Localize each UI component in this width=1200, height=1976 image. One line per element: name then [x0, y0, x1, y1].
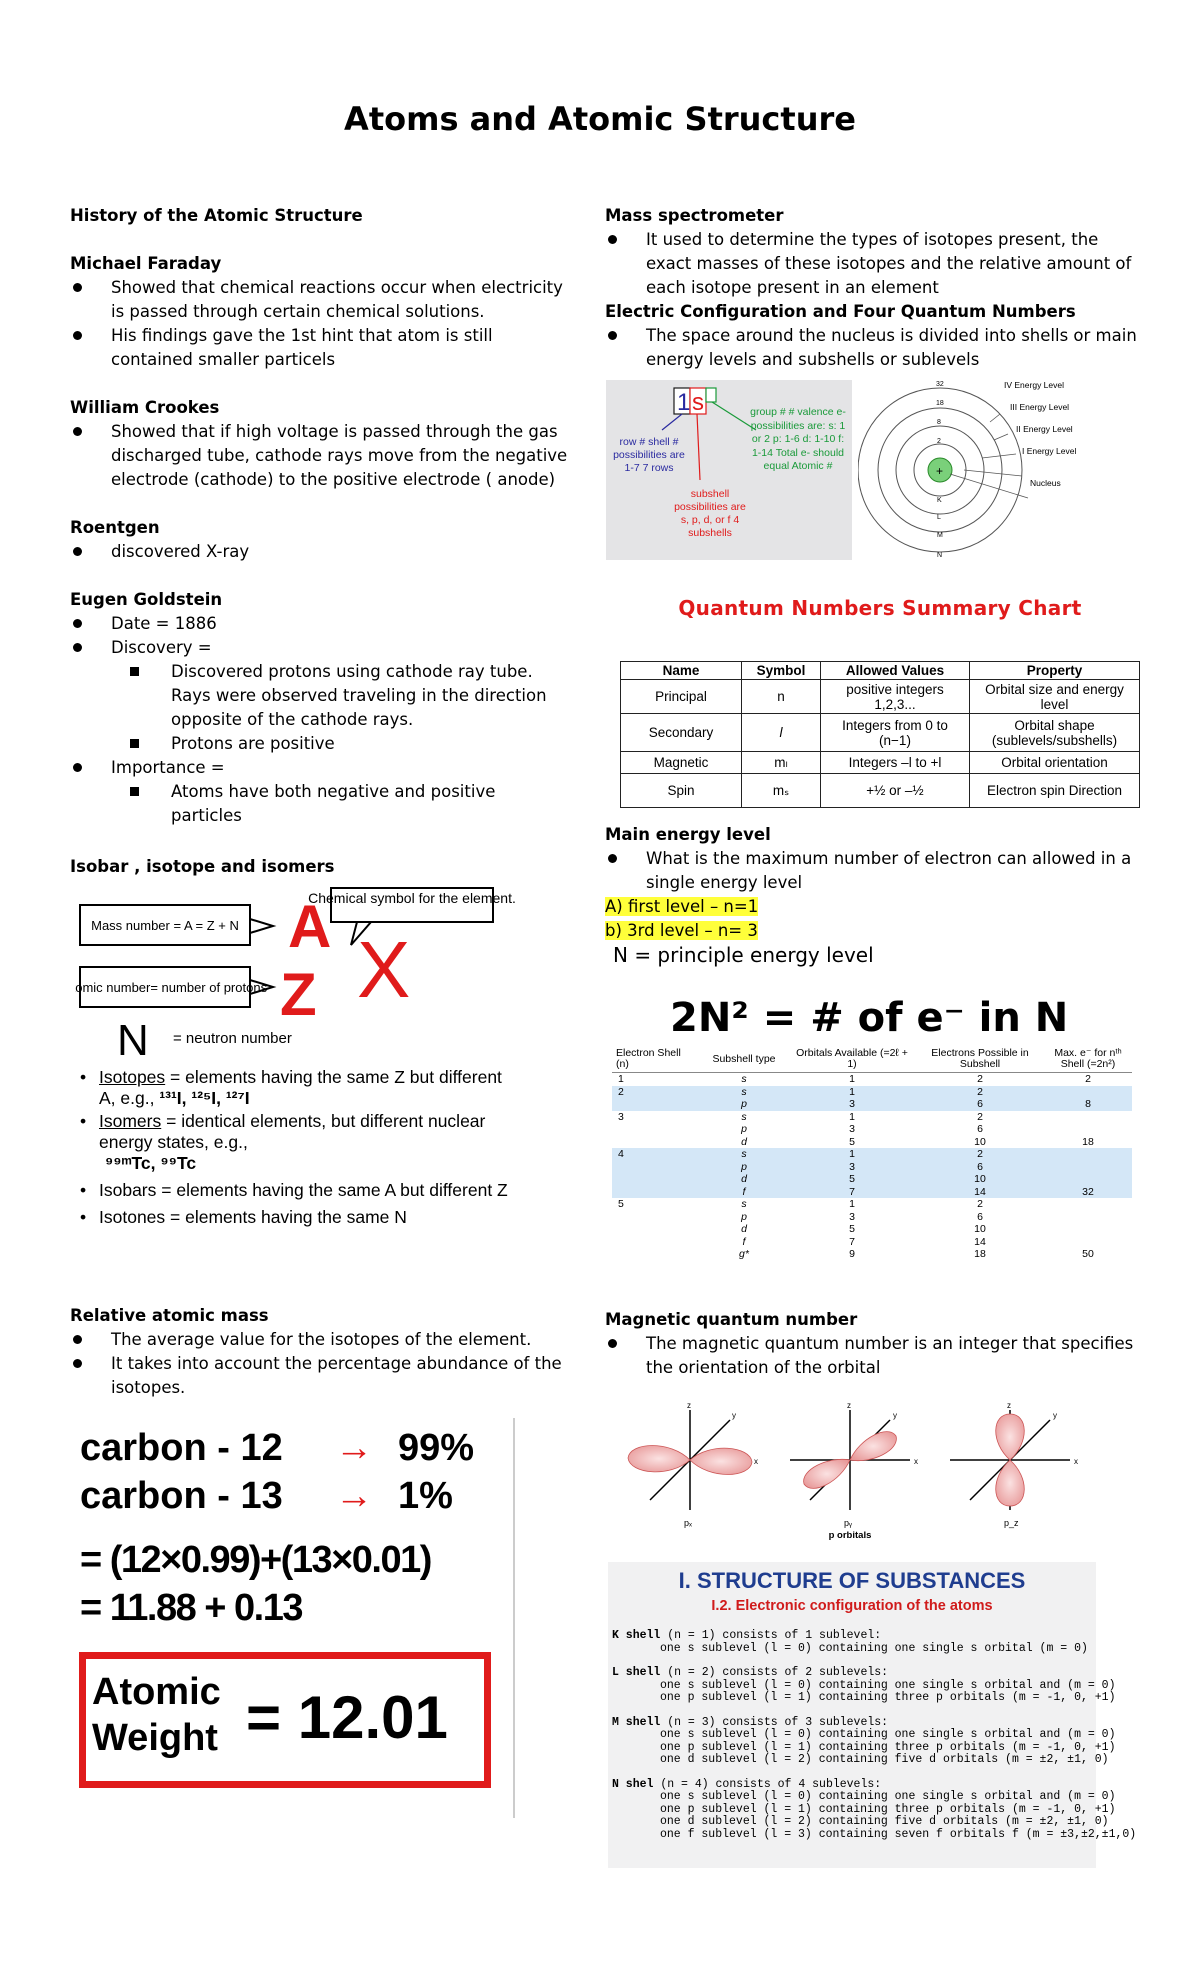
carbon-12-label: carbon - 12 [80, 1427, 283, 1469]
carbon-12-percent: 99% [398, 1427, 475, 1469]
magnetic-qn-section [605, 1308, 1145, 1380]
table-row [621, 752, 1140, 774]
carbon-isotopes [80, 1424, 475, 1520]
isotopes-definition: • Isotopes = elements having the same Z but different A, e.g., ¹³¹I, ¹²⁵I, ¹²⁷I [80, 1067, 502, 1108]
qn-table-wrap [620, 661, 1140, 808]
axis-label: x [754, 1457, 758, 1466]
shell-cell [612, 1098, 700, 1111]
structure-of-substances-figure [608, 1562, 1137, 1868]
mass-number-label: Mass number = A = Z + N [91, 918, 239, 933]
isotopes-term: Isotopes [99, 1067, 166, 1087]
axis-label: y [893, 1411, 897, 1420]
shell-cell [1044, 1161, 1132, 1174]
atomic-number-callout [75, 967, 273, 1007]
shell-cell [1044, 1198, 1132, 1211]
shell-cell: g* [739, 1248, 749, 1260]
electron-notation-figure [606, 380, 852, 560]
level-number: 18 [936, 400, 944, 407]
level-number: 2 [937, 438, 941, 445]
shell-letter: L [937, 514, 941, 521]
carbon-equation [80, 1536, 431, 1632]
shell-cell [612, 1161, 700, 1174]
table-row [612, 1161, 1132, 1174]
shell-cell [1044, 1236, 1132, 1249]
shell-cell: 18 [1082, 1135, 1094, 1148]
sublevel-line: one p sublevel (l = 1) containing three p orbitals (m = -1, 0, +1) [660, 1740, 1116, 1754]
shell-cell: 1 [788, 1148, 916, 1161]
shell-letter: M [937, 532, 943, 539]
isotones-definition: • Isotones = elements having the same N [80, 1207, 407, 1227]
sublevel-line: one f sublevel (l = 3) containing seven f orbitals f (m = ±3,±2,±1,0) [660, 1827, 1137, 1841]
shell-header: Orbitals Available (=2ℓ + 1) [788, 1046, 916, 1073]
shell-name: M shell [612, 1715, 661, 1729]
nuclide-definitions [75, 1067, 515, 1228]
shell-desc: (n = 3) consists of 3 sublevels: [660, 1715, 889, 1729]
qn-cell: Secondary [621, 714, 742, 752]
energy-level-label: I Energy Level [1022, 446, 1077, 456]
axis-label: x [1074, 1457, 1078, 1466]
crookes-list [70, 420, 570, 492]
shell-cell [1044, 1123, 1132, 1136]
energy-level-label: III Energy Level [1010, 402, 1070, 412]
shell-cell: 3 [788, 1098, 916, 1111]
shell-cell [612, 1136, 700, 1149]
table-row [612, 1211, 1132, 1224]
shell-cell: 6 [916, 1098, 1044, 1111]
shell-cell: 4 [612, 1148, 700, 1161]
shell-header: Max. e⁻ for nᵗʰ Shell (=2n²) [1044, 1046, 1132, 1073]
sub-list-item: Discovered protons using cathode ray tube. Rays were observed traveling in the direction opposite of the cathode rays. [70, 660, 570, 732]
shell-cell: 14 [974, 1235, 986, 1248]
carbon-13-percent: 1% [398, 1475, 453, 1517]
table-row [612, 1086, 1132, 1099]
list-item: What is the maximum number of electron can allowed in a single energy level [605, 847, 1145, 895]
shell-cell: 18 [974, 1248, 986, 1260]
table-row [612, 1098, 1132, 1111]
axis-label: z [687, 1401, 691, 1410]
shell-cell: d [700, 1173, 788, 1186]
isobars-text: Isobars = elements having the same A but different Z [99, 1180, 508, 1200]
ec-list [605, 324, 1145, 372]
isomers-term: Isomers [99, 1111, 162, 1131]
qn-header: Allowed Values [821, 662, 970, 680]
shell-cell: 10 [916, 1173, 1044, 1186]
shell-cell: 14 [916, 1186, 1044, 1199]
shell-header: Electron Shell (n) [612, 1046, 700, 1073]
principle-energy-label: N = principle energy level [613, 943, 874, 967]
p-orbitals-caption: p orbitals [828, 1530, 872, 1540]
axis-label: y [1053, 1411, 1057, 1420]
shell-cell [612, 1173, 700, 1186]
electron-shell-table [612, 1046, 1132, 1261]
shell-cell: 1 [788, 1086, 916, 1099]
shell-cell: 2 [1085, 1073, 1091, 1085]
sublevel-line: one d sublevel (l = 2) containing five d orbitals (m = ±2, ±1, 0) [660, 1815, 1109, 1828]
shell-cell: 8 [1044, 1098, 1132, 1111]
shell-cell: 2 [977, 1198, 983, 1210]
p-orbitals-figure [610, 1400, 1090, 1540]
shell-desc: (n = 1) consists of 1 sublevel: [660, 1629, 882, 1642]
atomic-number-label: Atomic number= number of protons [75, 980, 268, 995]
shell-cell: 7 [849, 1235, 855, 1248]
shell-header: Subshell type [700, 1046, 788, 1073]
page-title: Atoms and Atomic Structure [344, 100, 856, 138]
qn-header: Property [970, 662, 1140, 680]
chemical-symbol-label: Chemical symbol for the element. [308, 890, 515, 906]
history-heading: History of the Atomic Structure [70, 206, 363, 225]
atomic-weight-word-2: Weight [92, 1717, 218, 1759]
qn-cell: mₗ [742, 752, 821, 774]
right-column-top [605, 204, 1145, 372]
list-item: discovered X-ray [70, 540, 570, 564]
shell-cell: 6 [916, 1161, 1044, 1174]
shell-cell: p [700, 1161, 788, 1174]
shell-cell [1044, 1223, 1132, 1236]
arrow-icon: → [335, 1427, 373, 1469]
shell-cell: 10 [974, 1135, 986, 1148]
list-item: The average value for the isotopes of the element. [70, 1328, 570, 1352]
mel-heading: Main energy level [605, 825, 771, 844]
shell-cell: 1 [618, 1073, 624, 1085]
roentgen-list [70, 540, 570, 564]
qn-header: Name [621, 662, 742, 680]
carbon-13-label: carbon - 13 [80, 1475, 283, 1517]
neutron-N: N [117, 1016, 149, 1065]
orbital-label: pᵧ [844, 1518, 852, 1528]
mass-number-callout [80, 905, 273, 945]
highlighted-example: b) 3rd level – n= 3 [605, 921, 758, 940]
list-item: Showed that chemical reactions occur when electricity is passed through certain chemical solutions. [70, 276, 570, 324]
qn-chart-title: Quantum Numbers Summary Chart [678, 596, 1082, 620]
list-item: The space around the nucleus is divided into shells or main energy levels and subshells or sublevels [605, 324, 1145, 372]
neutron-number-label: = neutron number [173, 1030, 292, 1047]
left-column-history [70, 204, 570, 828]
faraday-list [70, 276, 570, 372]
qn-cell: Integers –l to +l [821, 752, 970, 774]
shell-name: L shell [612, 1666, 661, 1679]
shell-cell [1044, 1111, 1132, 1124]
shell-cell: 2 [977, 1073, 983, 1085]
ms-list [605, 228, 1145, 300]
qn-cell: Integers from 0 to (n−1) [821, 714, 970, 752]
qn-cell: Orbital shape (sublevels/subshells) [970, 714, 1140, 752]
shell-cell: s [741, 1198, 747, 1210]
shell-cell: f [742, 1235, 746, 1248]
shell-desc: (n = 4) consists of 4 sublevels: [653, 1777, 882, 1791]
sublevel-line: one s sublevel (l = 0) containing one single s orbital and (m = 0) [660, 1790, 1116, 1803]
energy-level-diagram [858, 374, 1108, 564]
equation-line-1: = (12×0.99)+(13×0.01) [80, 1539, 431, 1581]
sos-title: I. STRUCTURE OF SUBSTANCES [678, 1568, 1026, 1593]
atomic-weight-value: = 12.01 [246, 1684, 448, 1751]
shell-cell: s [741, 1110, 747, 1123]
sos-shell-list [608, 1629, 1137, 1841]
atomic-number-Z: Z [280, 961, 317, 1028]
qn-cell: Electron spin Direction [970, 774, 1140, 808]
qn-cell: l [742, 714, 821, 752]
sos-subtitle: I.2. Electronic configuration of the atoms [711, 1598, 993, 1614]
isotopes-text: = elements having the same Z but different A, e.g., [99, 1067, 502, 1108]
mqn-heading: Magnetic quantum number [605, 1310, 858, 1329]
qn-cell: Principal [621, 680, 742, 714]
sublevel-line: one s sublevel (l = 0) containing one single s orbital and (m = 0) [660, 1728, 1116, 1741]
sub-list-item: Atoms have both negative and positive particles [70, 780, 570, 828]
k-shell-line [612, 1630, 1096, 1643]
shell-cell: 5 [849, 1223, 855, 1235]
table-row [612, 1123, 1132, 1136]
shell-cell: 6 [977, 1123, 983, 1135]
sub-list-item: Protons are positive [70, 732, 570, 756]
table-row [621, 714, 1140, 752]
energy-level-label: II Energy Level [1016, 424, 1073, 434]
shell-cell [612, 1223, 700, 1236]
isobar-heading: Isobar , isotope and isomers [70, 857, 335, 876]
level-number: 8 [937, 419, 941, 426]
shell-cell: 50 [1082, 1248, 1094, 1260]
highlighted-example: A) first level – n=1 [605, 897, 759, 916]
goldstein-heading: Eugen Goldstein [70, 590, 223, 609]
isotopes-example: ¹³¹I, ¹²⁵I, ¹²⁷I [159, 1088, 250, 1108]
shell-cell: 5 [788, 1173, 916, 1186]
shell-cell [1044, 1086, 1132, 1099]
goldstein-list [70, 612, 570, 828]
isomers-text: = identical elements, but different nuclear energy states, e.g., [99, 1111, 486, 1152]
element-symbol-X: X [357, 925, 411, 1014]
shell-cell: 7 [788, 1186, 916, 1199]
table-row [612, 1073, 1132, 1086]
equation-line-2: = 11.88 + 0.13 [80, 1587, 303, 1629]
shell-cell: d [741, 1135, 747, 1148]
relative-atomic-mass-section [70, 1304, 570, 1400]
list-item: Discovery = [70, 636, 570, 660]
list-item: Importance = [70, 756, 570, 780]
roentgen-heading: Roentgen [70, 518, 160, 537]
shell-letter: K [937, 497, 942, 504]
table-row [621, 774, 1140, 808]
nuclide-notation-figure [75, 885, 515, 1265]
list-item: His findings gave the 1st hint that atom is still contained smaller particels [70, 324, 570, 372]
qn-header: Symbol [742, 662, 821, 680]
qn-cell: n [742, 680, 821, 714]
quantum-numbers-table [620, 661, 1140, 808]
shell-cell [612, 1123, 700, 1136]
sublevel-line: one p sublevel (l = 1) containing three p orbitals (m = -1, 0, +1) [660, 1802, 1116, 1816]
table-row [612, 1236, 1132, 1249]
table-row [612, 1136, 1132, 1149]
arrow-icon: → [335, 1475, 373, 1517]
shell-cell: 2 [916, 1148, 1044, 1161]
shell-cell: 2 [977, 1110, 983, 1123]
shell-desc: (n = 2) consists of 2 sublevels: [660, 1666, 889, 1679]
shell-letter: N [937, 552, 943, 559]
shell-cell: 6 [977, 1210, 983, 1223]
qn-cell: mₛ [742, 774, 821, 808]
shell-cell: s [741, 1073, 747, 1085]
notation-row-note: row # shell # possibilities are 1-7 7 rows [613, 436, 685, 474]
main-energy-level-section [605, 823, 1145, 943]
atomic-weight-word-1: Atomic [92, 1671, 221, 1713]
shell-cell: 1 [849, 1110, 855, 1123]
mqn-list [605, 1332, 1145, 1380]
table-row [621, 680, 1140, 714]
axis-label: z [1007, 1401, 1011, 1410]
carbon-calculation-figure [75, 1418, 515, 1818]
shell-cell: 1 [849, 1198, 855, 1210]
py-orbital [790, 1401, 918, 1528]
table-row [612, 1198, 1132, 1211]
chemical-symbol-callout [308, 888, 515, 945]
axis-label: x [914, 1457, 918, 1466]
shell-cell [612, 1236, 700, 1249]
shell-cell: d [741, 1223, 747, 1235]
nucleus-label: Nucleus [1030, 478, 1061, 488]
list-item: Showed that if high voltage is passed through the gas discharged tube, cathode rays move from the negative electrode (cathode) to the positive electrode ( anode) [70, 420, 570, 492]
shell-cell: p [700, 1098, 788, 1111]
qn-cell: Orbital orientation [970, 752, 1140, 774]
qn-cell: Spin [621, 774, 742, 808]
table-row [612, 1223, 1132, 1236]
shell-cell: 2 [916, 1086, 1044, 1099]
ec-heading: Electric Configuration and Four Quantum Numbers [605, 302, 1076, 321]
qn-cell: +½ or –½ [821, 774, 970, 808]
isobars-definition: • Isobars = elements having the same A but different Z [80, 1180, 508, 1200]
list-item: The magnetic quantum number is an integer that specifies the orientation of the orbital [605, 1332, 1145, 1380]
shell-cell: 5 [849, 1135, 855, 1148]
shell-header: Electrons Possible in Subshell [916, 1046, 1044, 1073]
orbital-label: pₓ [684, 1518, 692, 1528]
sublevel-line: one d sublevel (l = 2) containing five d orbitals (m = ±2, ±1, 0) [660, 1753, 1109, 1766]
table-row [612, 1186, 1132, 1199]
mass-number-A: A [288, 893, 332, 960]
shell-cell: 2 [612, 1086, 700, 1099]
energy-level-label: IV Energy Level [1004, 380, 1065, 390]
shell-cell: s [700, 1148, 788, 1161]
shell-cell: 3 [849, 1210, 855, 1223]
qn-cell: positive integers 1,2,3... [821, 680, 970, 714]
nucleus-plus: + [936, 464, 944, 478]
list-item: It used to determine the types of isotopes present, the exact masses of these isotopes and the relative amount of each isotope present in an element [605, 228, 1145, 300]
faraday-heading: Michael Faraday [70, 254, 222, 273]
notation-letter: s [692, 389, 704, 416]
notation-subshell-note: subshell possibilities are s, p, d, or f 4 subshells [674, 488, 746, 539]
notation-number: 1 [677, 389, 691, 416]
shell-cell: s [700, 1086, 788, 1099]
electron-capacity-formula: 2N² = # of e⁻ in N [670, 995, 1069, 1041]
ms-heading: Mass spectrometer [605, 206, 784, 225]
isobar-section [70, 855, 570, 879]
mel-list [605, 847, 1145, 895]
shell-cell: 1 [849, 1073, 855, 1085]
shell-cell: 3 [788, 1161, 916, 1174]
shell-name: K shell [612, 1629, 661, 1642]
shell-cell: 5 [618, 1198, 624, 1210]
list-item: Date = 1886 [70, 612, 570, 636]
isomers-definition: • Isomers = identical elements, but different nuclear energy states, e.g., ⁹⁹ᵐTc, ⁹⁹Tc [80, 1111, 486, 1173]
table-row [612, 1111, 1132, 1124]
shell-cell [1044, 1173, 1132, 1186]
l-shell-line [612, 1667, 1096, 1680]
isotones-text: Isotones = elements having the same N [99, 1207, 407, 1227]
pz-orbital [950, 1401, 1078, 1528]
shell-cell: p [741, 1210, 747, 1223]
table-row [612, 1148, 1132, 1161]
axis-label: z [847, 1401, 851, 1410]
shell-cell [612, 1186, 700, 1199]
shell-cell: 3 [849, 1123, 855, 1135]
shell-cell: 32 [1044, 1186, 1132, 1199]
axis-label: y [732, 1411, 736, 1420]
crookes-heading: William Crookes [70, 398, 220, 417]
px-orbital [628, 1401, 758, 1528]
shell-cell: 9 [849, 1248, 855, 1260]
notation-group-note: group # # valence e- possibilities are: s: 1 or 2 p: 1-6 d: 1-10 f: 1-14 Total e- should equal Atomic # [750, 406, 846, 472]
list-item: It takes into account the percentage abundance of the isotopes. [70, 1352, 570, 1400]
atomic-weight-box [79, 1652, 491, 1788]
shell-cell: f [700, 1186, 788, 1199]
shell-cell: p [741, 1123, 747, 1135]
ram-list [70, 1328, 570, 1400]
shell-cell [612, 1248, 700, 1261]
level-number: 32 [936, 381, 944, 388]
sublevel-line: one p sublevel (l = 1) containing three p orbitals (m = -1, 0, +1) [660, 1691, 1116, 1704]
shell-cell: 3 [618, 1110, 624, 1123]
shell-cell [612, 1211, 700, 1224]
ram-heading: Relative atomic mass [70, 1306, 269, 1325]
shell-name: N shel [612, 1777, 654, 1791]
sublevel-line: one s sublevel (l = 0) containing one single s orbital and (m = 0) [660, 1678, 1116, 1692]
table-row [612, 1248, 1132, 1261]
orbital-label: p_z [1004, 1518, 1019, 1528]
table-row [612, 1173, 1132, 1186]
qn-cell: Magnetic [621, 752, 742, 774]
shell-cell [1044, 1148, 1132, 1161]
isomers-example: ⁹⁹ᵐTc, ⁹⁹Tc [105, 1153, 197, 1173]
shell-cell: 10 [974, 1223, 986, 1235]
figure-divider [513, 1418, 515, 1818]
shell-cell [1044, 1211, 1132, 1224]
atomic-weight-label [92, 1669, 221, 1761]
shell-table-wrap [612, 1046, 1132, 1261]
qn-cell: Orbital size and energy level [970, 680, 1140, 714]
sublevel-line: one s sublevel (l = 0) containing one single s orbital (m = 0) [660, 1641, 1088, 1655]
